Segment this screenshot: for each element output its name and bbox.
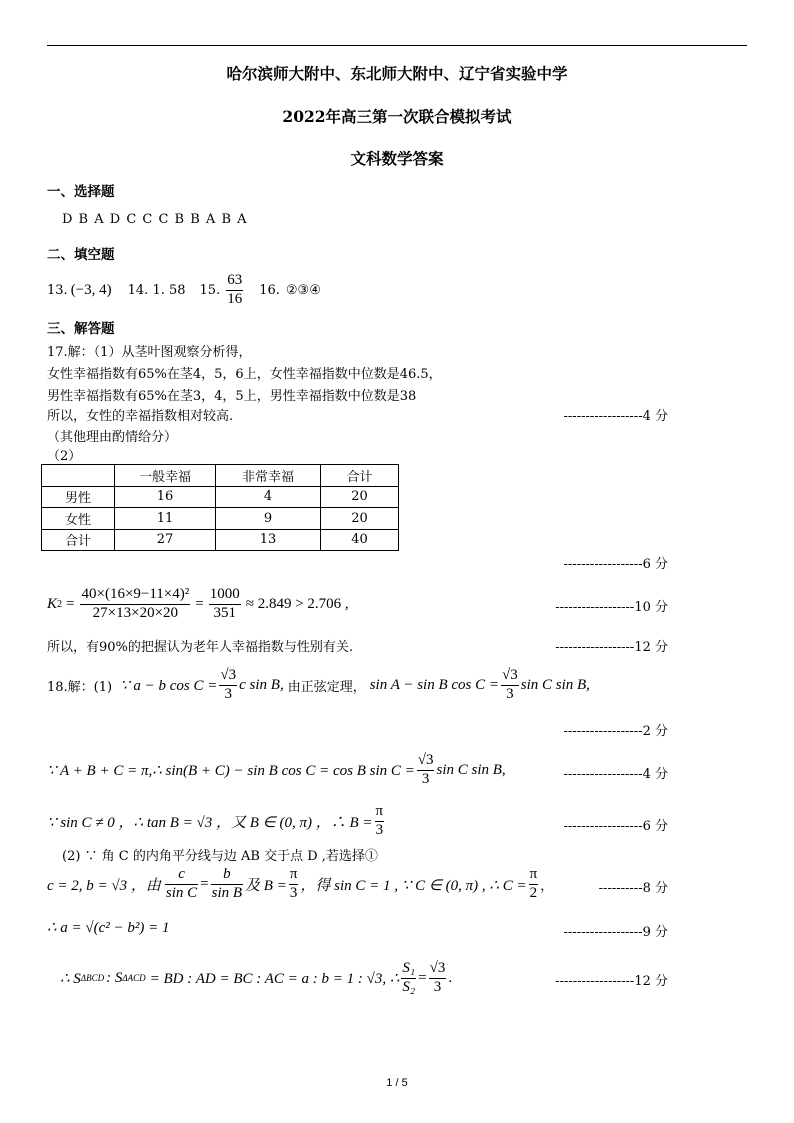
q18-line5-end: ，	[540, 878, 554, 894]
q18-score-4: ------------------4 分	[563, 767, 668, 782]
k2-fraction	[80, 586, 190, 622]
q18-frac-final-num: √3	[429, 960, 447, 978]
q17-line3: 男性幸福指数有65%在茎3，4，5上，男性幸福指数中位数是38	[47, 389, 417, 404]
q18-frac-1-den: 3	[224, 685, 232, 702]
table-cell: 27	[115, 529, 216, 551]
q18-and-B: 及 B =	[245, 877, 287, 894]
top-rule	[47, 45, 747, 46]
q18-score-2: ------------------2 分	[563, 724, 668, 739]
q17-line1: 17.解：（1）从茎叶图观察分析得，	[47, 345, 252, 360]
q18-eq-sum-tail: sin C sin B,	[436, 761, 506, 778]
q18-frac-c-sinC	[165, 866, 198, 902]
q18-frac-eq: =	[418, 969, 427, 986]
table-cell: 20	[321, 486, 399, 508]
q18-frac-3-num: √3	[417, 752, 435, 770]
q17-line5: （其他理由酌情给分）	[47, 430, 178, 445]
q15-label: 15.	[199, 282, 221, 298]
table-cell: 13	[216, 529, 321, 551]
q14-answer: 14. 1. 58	[127, 282, 186, 298]
q18-frac-B-num: π	[375, 803, 385, 821]
q18-eq-sign: =	[200, 875, 209, 892]
table-header-row	[42, 465, 399, 487]
k2-fraction-simplified	[209, 586, 241, 622]
q18-eq-a: ∵ a − b cos C =	[120, 677, 218, 694]
q18-eq-sum: ∵ A + B + C = π,∴ sin(B + C) − sin B cos C = cos B sin C =	[47, 762, 415, 779]
table-cell: 4	[216, 486, 321, 508]
q18-line3	[47, 800, 386, 842]
k2-denominator: 27×13×20×20	[92, 604, 179, 621]
q18-frac-B-den: 3	[375, 821, 384, 838]
page-number: 1 / 5	[386, 1077, 408, 1089]
q18-frac-pi3	[289, 866, 299, 902]
q17-conclusion: 所以，有90%的把握认为老年人幸福指数与性别有关.	[47, 640, 354, 655]
q13-label: 13.	[47, 282, 68, 298]
section-choice-title: 一、选择题	[47, 184, 115, 200]
q15-numerator: 63	[226, 272, 243, 290]
k2-numerator: 40×(16×9−11×4)²	[80, 586, 190, 604]
q18-line2	[47, 749, 506, 791]
q17-score-12: ------------------12 分	[555, 640, 668, 655]
q18-frac-S2: S₂	[402, 978, 416, 995]
table-cell: 男性	[42, 486, 115, 508]
q18-frac-2	[501, 667, 519, 703]
q18-score-12: ------------------12 分	[555, 974, 668, 989]
q18-score-9: ------------------9 分	[563, 925, 668, 940]
q18-frac-S1: S₁	[401, 960, 416, 978]
q18-frac-final	[429, 960, 447, 996]
q18-score-8: ----------8 分	[598, 881, 668, 896]
table-cell: 女性	[42, 508, 115, 530]
q18-frac-1	[219, 667, 237, 703]
table-cell: 合计	[42, 529, 115, 551]
q18-score-6: ------------------6 分	[563, 819, 668, 834]
q18-eq-d: sin C sin B,	[520, 676, 590, 693]
school-names: 哈尔滨师大附中、东北师大附中、辽宁省实验中学	[226, 64, 568, 83]
k2-numerator-2: 1000	[209, 586, 241, 604]
q17-line4: 所以，女性的幸福指数相对较高.	[47, 409, 234, 424]
q17-line6: （2）	[47, 449, 82, 464]
q18-line7	[60, 956, 452, 1000]
table-header-cell: 非常幸福	[216, 465, 321, 487]
q18-frac-pi3-num: π	[289, 866, 299, 884]
q17-score-6: ------------------6 分	[563, 557, 668, 572]
q18-frac-S1S2	[401, 960, 416, 996]
q18-frac-2-den: 3	[506, 685, 514, 702]
q18-frac-pi2-den: 2	[529, 884, 538, 901]
k2-exponent: 2	[57, 598, 63, 610]
q18-frac-b-sinB	[211, 866, 243, 902]
q15-denominator: 16	[227, 290, 243, 307]
q18-frac-1-num: √3	[219, 667, 237, 685]
q18-part2-intro: (2) ∵ 角 C 的内角平分线与边 AB 交于点 D ,若选择①	[62, 849, 378, 864]
table-cell: 9	[216, 508, 321, 530]
q18-eq-c: sin A − sin B cos C =	[369, 676, 500, 693]
q18-area-S: ∴ S	[60, 970, 81, 987]
q15-fraction	[226, 272, 243, 308]
q18-frac-pi3-den: 3	[289, 884, 298, 901]
exam-title: 2022年高三第一次联合模拟考试	[282, 107, 512, 126]
q18-area-sub-acd: ΔACD	[122, 973, 146, 983]
q18-frac-sinC: sin C	[165, 884, 198, 901]
q18-eq-b: c sin B,	[239, 676, 284, 693]
table-header-cell: 一般幸福	[115, 465, 216, 487]
table-row	[42, 508, 399, 530]
section-fill-title: 二、填空题	[47, 247, 115, 263]
q17-score-10: ------------------10 分	[555, 600, 668, 615]
q16-value: ②③④	[285, 282, 321, 298]
q18-frac-c: c	[165, 866, 198, 884]
fill-answers	[47, 270, 321, 310]
q18-line5	[47, 862, 553, 906]
table-cell: 40	[321, 529, 399, 551]
q13-value: (−3, 4)	[70, 281, 112, 298]
table-row	[42, 486, 399, 508]
q18-frac-sinB: sin B	[211, 884, 243, 901]
table-row	[42, 529, 399, 551]
table-header-cell	[42, 465, 115, 487]
q18-eq-tan: ∵ sin C ≠ 0 ，∴ tan B = √3 ，又 B ∈ (0, π) ，∴ B =	[47, 814, 373, 831]
table-cell: 20	[321, 508, 399, 530]
k2-result: ≈ 2.849 > 2.706 ,	[245, 595, 349, 612]
q18-given: c = 2, b = √3 ，由	[47, 877, 161, 894]
q18-text-sine-law: 由正弦定理，	[287, 679, 366, 695]
q18-sinC-result: ，得 sin C = 1 , ∵ C ∈ (0, π) , ∴ C =	[300, 877, 527, 894]
q18-line7-end: .	[448, 969, 453, 986]
q18-frac-pi2-num: π	[529, 866, 539, 884]
q18-frac-B	[375, 803, 385, 839]
q18-a-value: ∴ a = √(c² − b²) = 1	[47, 920, 170, 936]
section-solution-title: 三、解答题	[47, 321, 115, 337]
k2-denominator-2: 351	[213, 604, 236, 621]
q18-frac-2-num: √3	[501, 667, 519, 685]
q18-label: 18.解：(1)	[47, 679, 113, 695]
q17-score-4: ------------------4 分	[563, 409, 668, 424]
k2-symbol: K	[47, 595, 58, 612]
q18-area-ratio-sep: : S	[106, 969, 123, 986]
q18-area-ratio: = BD : AD = BC : AC = a : b = 1 : √3, ∴	[149, 970, 400, 987]
q18-frac-b: b	[211, 866, 243, 884]
table-cell: 16	[115, 486, 216, 508]
table-cell: 11	[115, 508, 216, 530]
q17-line2: 女性幸福指数有65%在茎4，5，6上，女性幸福指数中位数是46.5，	[47, 367, 442, 382]
q18-line1	[47, 664, 590, 706]
q18-frac-3-den: 3	[421, 770, 430, 787]
contingency-table	[41, 464, 399, 551]
q18-frac-3	[417, 752, 435, 788]
q18-area-sub-bcd: ΔBCD	[80, 973, 105, 983]
k2-formula: K 2 = $\frac{\text{40×(16×9−11×4)²}}{27\times 13\times 20\times 20}$ = $\frac{1000}{351}$ ≈ 2.849 > 2.706 ,	[47, 586, 349, 621]
q18-frac-final-den: 3	[433, 978, 442, 995]
choice-answers: D B A D C C C B B A B A	[62, 212, 248, 227]
q16-label: 16.	[259, 282, 280, 298]
q18-frac-pi2	[529, 866, 539, 902]
table-header-cell: 合计	[321, 465, 399, 487]
answer-title: 文科数学答案	[350, 149, 444, 168]
